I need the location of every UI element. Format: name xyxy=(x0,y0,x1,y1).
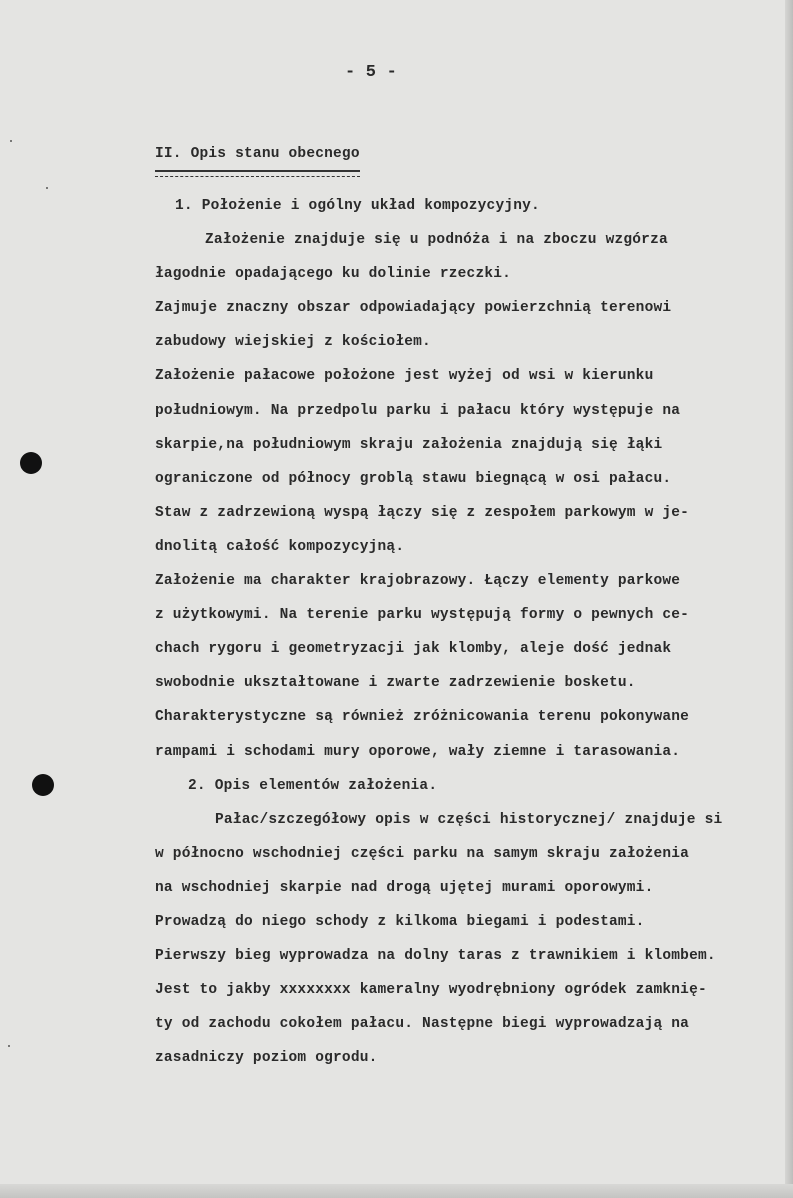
text-line: rampami i schodami mury oporowe, wały ziemne i tarasowania. xyxy=(155,744,681,760)
punch-hole-bottom xyxy=(32,774,54,796)
page-bottom-edge xyxy=(0,1184,793,1198)
text-line: Prowadzą do niego schody z kilkoma biegami i podestami. xyxy=(155,914,645,930)
text-line: Staw z zadrzewioną wyspą łączy się z zespołem parkowym w je- xyxy=(155,505,690,521)
text-line: z użytkowymi. Na terenie parku występują formy o pewnych ce- xyxy=(155,607,690,623)
text-line: ograniczone od północy groblą stawu biegnącą w osi pałacu. xyxy=(155,471,672,487)
text-line: w północno wschodniej części parku na samym skraju założenia xyxy=(155,846,690,862)
paper-speck xyxy=(8,1045,10,1047)
subsection-title: 1. Położenie i ogólny układ kompozycyjny. xyxy=(175,198,540,214)
text-line: swobodnie ukształtowane i zwarte zadrzewienie bosketu. xyxy=(155,675,636,691)
paper-speck xyxy=(10,140,12,142)
text-line: zabudowy wiejskiej z kościołem. xyxy=(155,334,431,350)
paper-speck xyxy=(46,187,48,189)
text-line: łagodnie opadającego ku dolinie rzeczki. xyxy=(155,266,512,282)
text-line: dnolitą całość kompozycyjną. xyxy=(155,539,405,555)
text-line: skarpie,na południowym skraju założenia znajdują się łąki xyxy=(155,437,663,453)
heading-underline xyxy=(155,170,360,177)
text-line: na wschodniej skarpie nad drogą ujętej murami oporowymi. xyxy=(155,880,654,896)
text-line: Założenie znajduje się u podnóża i na zboczu wzgórza xyxy=(205,232,668,248)
text-line: 2. Opis elementów założenia. xyxy=(188,778,438,794)
text-line: Pałac/szczegółowy opis w części historycznej/ znajduje si xyxy=(215,812,723,828)
text-line: Pierwszy bieg wyprowadza na dolny taras z trawnikiem i klombem. xyxy=(155,948,716,964)
text-line: Zajmuje znaczny obszar odpowiadający powierzchnią terenowi xyxy=(155,300,672,316)
text-line: chach rygoru i geometryzacji jak klomby, aleje dość jednak xyxy=(155,641,672,657)
text-line: Charakterystyczne są również zróżnicowania terenu pokonywane xyxy=(155,709,690,725)
text-line: Jest to jakby xxxxxxxx kameralny wyodrębniony ogródek zamknię- xyxy=(155,982,707,998)
text-line: południowym. Na przedpolu parku i pałacu który występuje na xyxy=(155,403,681,419)
text-line: Założenie ma charakter krajobrazowy. Łączy elementy parkowe xyxy=(155,573,681,589)
text-line: ty od zachodu cokołem pałacu. Następne biegi wyprowadzają na xyxy=(155,1016,690,1032)
text-line: zasadniczy poziom ogrodu. xyxy=(155,1050,378,1066)
punch-hole-top xyxy=(20,452,42,474)
page-number: - 5 - xyxy=(345,63,398,82)
section-heading: II. Opis stanu obecnego xyxy=(155,146,360,162)
text-line: Założenie pałacowe położone jest wyżej od wsi w kierunku xyxy=(155,368,654,384)
page-edge-shadow xyxy=(785,0,793,1198)
